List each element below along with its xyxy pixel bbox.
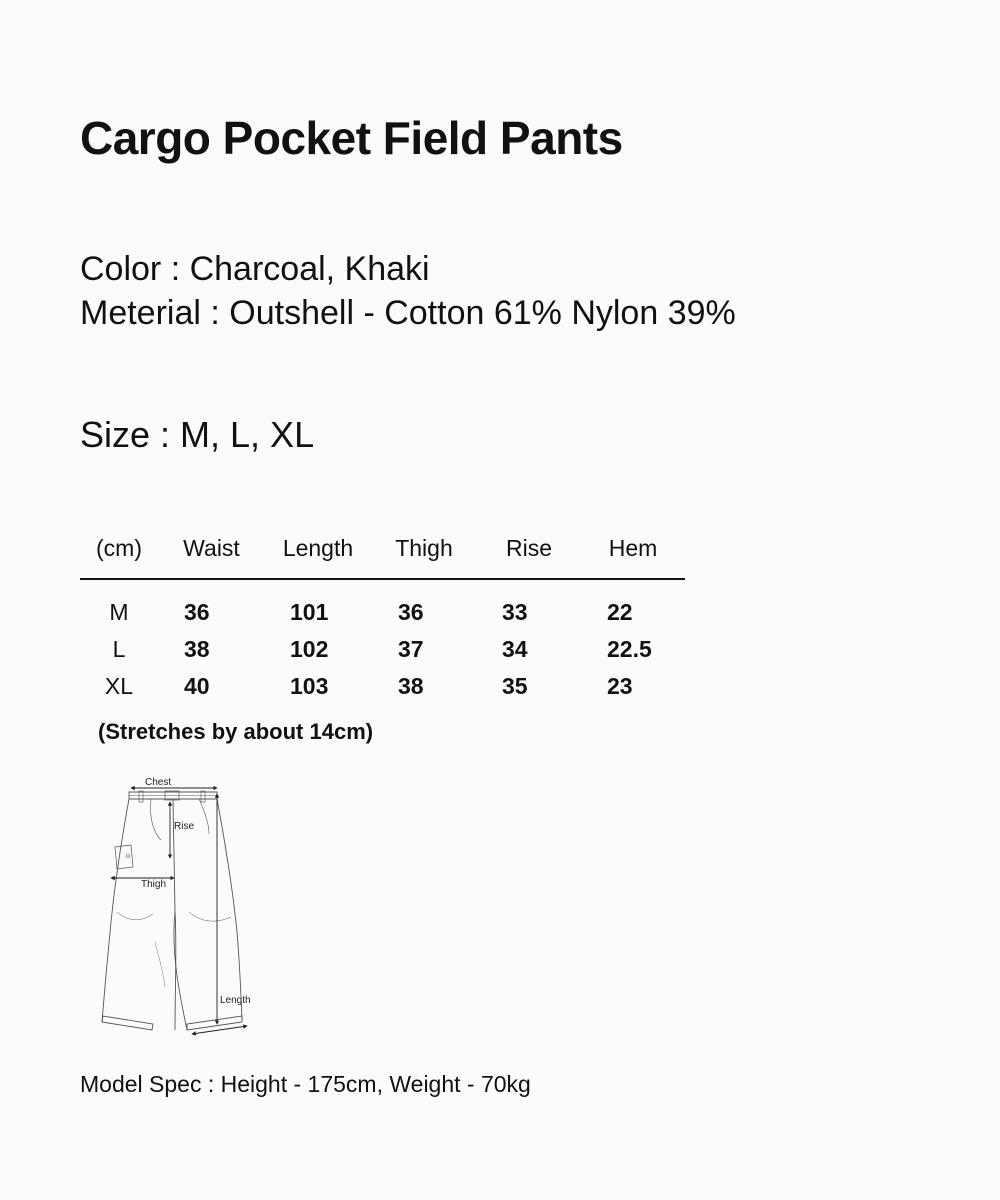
hem-value: 23 <box>607 673 633 699</box>
header-unit: (cm) <box>80 522 158 579</box>
hem-value: 22 <box>607 599 633 625</box>
thigh-value: 37 <box>398 636 424 662</box>
table-row <box>80 668 685 705</box>
header-waist: Waist <box>158 522 265 579</box>
header-rise: Rise <box>477 522 581 579</box>
table-row <box>80 631 685 668</box>
length-value: 102 <box>290 636 329 662</box>
length-value: 101 <box>290 599 329 625</box>
material-info: Meterial : Outshell - Cotton 61% Nylon 39% <box>80 294 736 332</box>
pants-measurement-diagram <box>95 772 265 1042</box>
hem-value: 22.5 <box>607 636 652 662</box>
product-title: Cargo Pocket Field Pants <box>80 112 623 164</box>
size-label: XL <box>104 673 134 699</box>
size-chart-table <box>80 522 685 705</box>
length-value: 103 <box>290 673 329 699</box>
size-info: Size : M, L, XL <box>80 414 315 455</box>
thigh-value: 38 <box>398 673 424 699</box>
length-label: Length <box>220 995 251 1006</box>
waist-value: 38 <box>184 636 210 662</box>
header-hem: Hem <box>581 522 685 579</box>
header-length: Length <box>265 522 371 579</box>
rise-value: 35 <box>502 673 528 699</box>
thigh-value: 36 <box>398 599 424 625</box>
waist-value: 36 <box>184 599 210 625</box>
stretch-note: (Stretches by about 14cm) <box>98 719 374 744</box>
rise-value: 33 <box>502 599 528 625</box>
chest-label: Chest <box>145 777 172 788</box>
size-label: M <box>109 599 129 625</box>
model-spec: Model Spec : Height - 175cm, Weight - 70kg <box>80 1071 531 1097</box>
size-label: L <box>112 636 126 662</box>
waist-value: 40 <box>184 673 210 699</box>
rise-value: 34 <box>502 636 528 662</box>
size-chart-header-row <box>80 522 685 579</box>
table-row <box>80 594 685 631</box>
header-thigh: Thigh <box>371 522 477 579</box>
color-info: Color : Charcoal, Khaki <box>80 250 430 288</box>
rise-label: Rise <box>174 821 195 832</box>
thigh-label: Thigh <box>141 879 167 890</box>
